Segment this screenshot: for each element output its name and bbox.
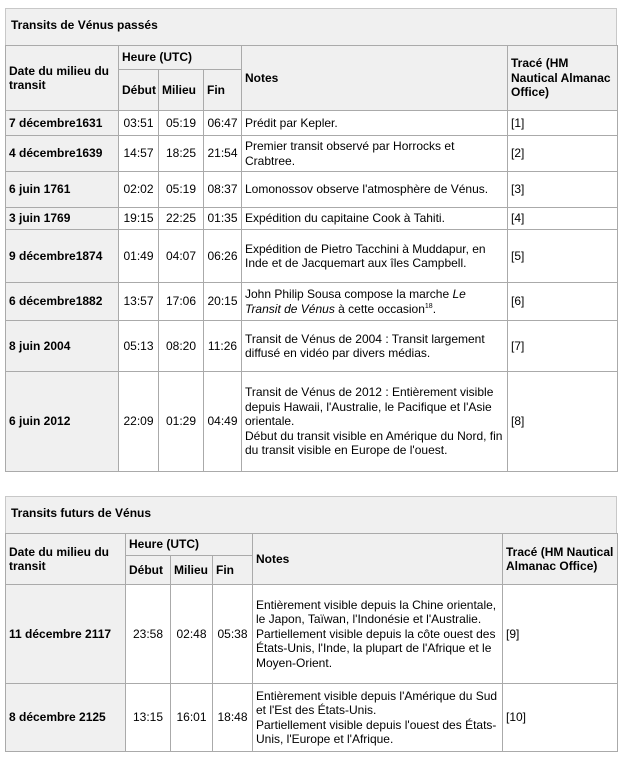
notes-line: Partiellement visible depuis la côte ouest des États-Unis, l'Inde, la plupart de l'Afrique et le Moyen-Orient. <box>256 626 496 670</box>
row-debut: 02:02 <box>119 172 159 208</box>
header-heure: Heure (UTC) <box>119 46 242 70</box>
row-trace-link[interactable]: [10] <box>503 684 618 752</box>
row-milieu: 05:19 <box>159 111 204 136</box>
row-date: 6 juin 2012 <box>6 372 119 472</box>
row-notes <box>253 585 503 684</box>
row-debut: 01:49 <box>119 230 159 283</box>
row-trace-link[interactable]: [4] <box>508 208 618 230</box>
table-row <box>6 208 618 230</box>
row-milieu: 02:48 <box>171 585 213 684</box>
row-fin: 01:35 <box>204 208 242 230</box>
notes-text: John Philip Sousa compose la marche <box>245 287 453 301</box>
row-date: 7 décembre1631 <box>6 111 119 136</box>
row-notes: Transit de Vénus de 2004 : Transit largement diffusé en vidéo par divers médias. <box>242 321 508 372</box>
header-trace: Tracé (HM Nautical Almanac Office) <box>508 46 618 111</box>
row-date: 4 décembre1639 <box>6 136 119 172</box>
row-fin: 06:26 <box>204 230 242 283</box>
row-milieu: 22:25 <box>159 208 204 230</box>
row-notes <box>242 283 508 321</box>
row-fin: 05:38 <box>213 585 253 684</box>
row-debut: 05:13 <box>119 321 159 372</box>
notes-text: à cette occasion <box>334 301 425 316</box>
row-date: 8 décembre 2125 <box>6 684 126 752</box>
row-fin: 20:15 <box>204 283 242 321</box>
row-debut: 13:15 <box>126 684 171 752</box>
notes-line: Début du transit visible en Amérique du Nord, fin du transit visible en Europe de l'ouest. <box>245 428 503 458</box>
row-debut: 22:09 <box>119 372 159 472</box>
row-debut: 03:51 <box>119 111 159 136</box>
row-debut: 13:57 <box>119 283 159 321</box>
row-notes: Expédition de Pietro Tacchini à Muddapur, en Inde et de Jacquemart aux îles Campbell. <box>242 230 508 283</box>
row-notes: Prédit par Kepler. <box>242 111 508 136</box>
row-milieu: 08:20 <box>159 321 204 372</box>
row-milieu: 01:29 <box>159 372 204 472</box>
row-trace-link[interactable]: [8] <box>508 372 618 472</box>
future-transits-section <box>5 496 617 752</box>
header-date: Date du milieu du transit <box>6 46 119 111</box>
row-debut: 23:58 <box>126 585 171 684</box>
row-notes: Premier transit observé par Horrocks et Crabtree. <box>242 136 508 172</box>
row-date: 11 décembre 2117 <box>6 585 126 684</box>
header-fin: Fin <box>204 70 242 111</box>
row-milieu: 18:25 <box>159 136 204 172</box>
past-transits-section <box>5 8 617 472</box>
table-row <box>6 111 618 136</box>
table-row <box>6 230 618 283</box>
row-date: 6 juin 1761 <box>6 172 119 208</box>
row-date: 9 décembre1874 <box>6 230 119 283</box>
table-row <box>6 585 618 684</box>
table-row <box>6 136 618 172</box>
table-row <box>6 172 618 208</box>
row-trace-link[interactable]: [1] <box>508 111 618 136</box>
row-milieu: 16:01 <box>171 684 213 752</box>
row-milieu: 17:06 <box>159 283 204 321</box>
header-debut: Début <box>119 70 159 111</box>
notes-line: Transit de Vénus de 2012 : Entièrement visible depuis Hawaii, l'Australie, le Pacifique et l'Asie orientale. <box>245 385 494 429</box>
notes-line: Entièrement visible depuis la Chine orientale, le Japon, Taïwan, l'Indonésie et l'Australie. <box>256 597 497 627</box>
header-notes: Notes <box>253 534 503 585</box>
header-row <box>6 46 618 70</box>
row-notes <box>242 372 508 472</box>
row-trace-link[interactable]: [7] <box>508 321 618 372</box>
notes-line: Entièrement visible depuis l'Amérique du Sud et l'Est des États-Unis. <box>256 688 498 717</box>
row-trace-link[interactable]: [9] <box>503 585 618 684</box>
table-row <box>6 372 618 472</box>
header-notes: Notes <box>242 46 508 111</box>
row-trace-link[interactable]: [5] <box>508 230 618 283</box>
row-debut: 19:15 <box>119 208 159 230</box>
row-fin: 08:37 <box>204 172 242 208</box>
header-fin: Fin <box>213 556 253 585</box>
header-heure: Heure (UTC) <box>126 534 253 556</box>
row-notes: Lomonossov observe l'atmosphère de Vénus. <box>242 172 508 208</box>
row-trace-link[interactable]: [3] <box>508 172 618 208</box>
past-transits-table <box>5 45 618 472</box>
notes-line: Partiellement visible depuis l'ouest des États-Unis, l'Europe et l'Afrique. <box>256 717 497 746</box>
row-fin: 18:48 <box>213 684 253 752</box>
row-notes <box>253 684 503 752</box>
header-milieu: Milieu <box>171 556 213 585</box>
future-transits-table <box>5 533 618 752</box>
notes-text: . <box>432 301 437 316</box>
table-row <box>6 283 618 321</box>
header-milieu: Milieu <box>159 70 204 111</box>
future-transits-caption: Transits futurs de Vénus <box>5 496 617 533</box>
row-date: 6 décembre1882 <box>6 283 119 321</box>
row-date: 3 juin 1769 <box>6 208 119 230</box>
row-debut: 14:57 <box>119 136 159 172</box>
footnote-ref[interactable]: 18 <box>424 302 433 310</box>
row-fin: 06:47 <box>204 111 242 136</box>
header-row <box>6 534 618 556</box>
row-trace-link[interactable]: [6] <box>508 283 618 321</box>
row-milieu: 04:07 <box>159 230 204 283</box>
row-date: 8 juin 2004 <box>6 321 119 372</box>
header-date: Date du milieu du transit <box>6 534 126 585</box>
row-fin: 21:54 <box>204 136 242 172</box>
row-fin: 04:49 <box>204 372 242 472</box>
row-notes: Expédition du capitaine Cook à Tahiti. <box>242 208 508 230</box>
row-milieu: 05:19 <box>159 172 204 208</box>
table-row <box>6 321 618 372</box>
header-debut: Début <box>126 556 171 585</box>
table-row <box>6 684 618 752</box>
row-trace-link[interactable]: [2] <box>508 136 618 172</box>
row-fin: 11:26 <box>204 321 242 372</box>
past-transits-caption: Transits de Vénus passés <box>5 8 617 45</box>
notes-italic-title: Le Transit de Vénus <box>245 287 466 316</box>
header-trace: Tracé (HM Nautical Almanac Office) <box>503 534 618 585</box>
